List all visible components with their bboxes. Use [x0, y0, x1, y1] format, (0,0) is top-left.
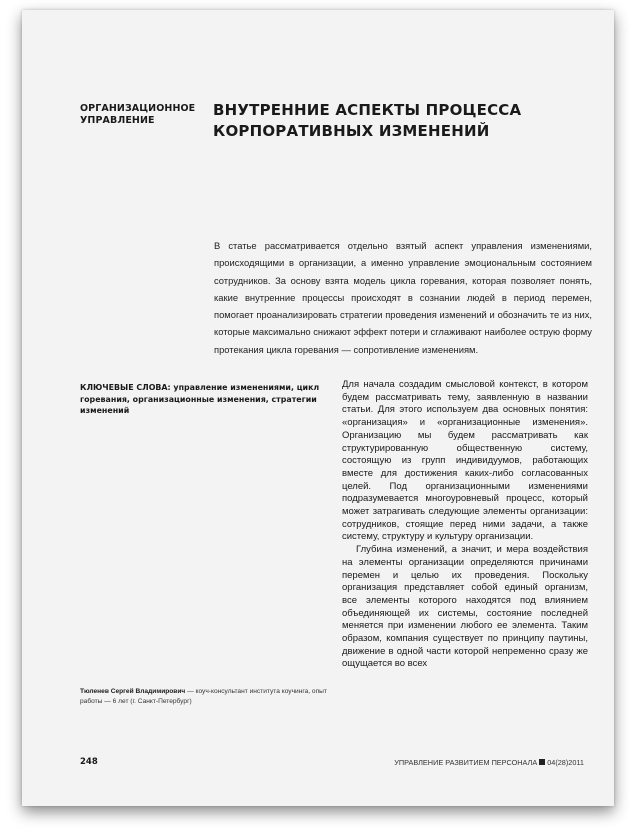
keywords: КЛЮЧЕВЫЕ СЛОВА: управление изменениями, цикл горевания, организационные изменения, стратегии изменений: [80, 383, 320, 415]
body-paragraph: Глубина изменений, а значит, и мера воздействия на элементы организации определяются причинами перемен и целью их проведения. Поскольку организация представляет собой единый организм, все элементы которого находятся под влиянием объединяющей их системы, состояние последней меняется при изменении любого ее элемента. Таким образом, компания существует по принципу паутины, движение в одной части которой непременно сразу же ощущается во всех: [342, 544, 588, 670]
author-name: Тюленев Сергей Владимирович: [80, 688, 186, 695]
section-label-line: УПРАВЛЕНИЕ: [80, 115, 155, 126]
body-paragraph: Для начала создадим смысловой контекст, в котором будем рассматривать тему, заявленную в названии статьи. Для этого используем два основных понятия: «организация» и «организационные изменения». Организацию мы будем рассматривать как структурированную общественную систему, состоящую из групп индивидуумов, работающих вместе для достижения каких-либо согласованных целей. Под организационными изменениями подразумевается многоуровневый процесс, который может затрагивать следующие элементы организации: сотрудников, стоящие перед ними задачи, а также систему, структуру и культуру организации.: [342, 379, 588, 543]
article-abstract: В статье рассматривается отдельно взятый аспект управления изменениями, происходящими в организации, а именно управление эмоциональным состоянием сотрудников. За основу взята модель цикла горевания, которая позволяет понять, какие внутренние процессы происходят в сознании людей в период перемен, помогает проанализировать стратегии проведения изменений и обозначить те из них, которые максимально снижают эффект потери и сглаживают наиболее острую форму протекания цикла горевания — сопротивление изменениям.: [214, 240, 592, 355]
author-info: [80, 687, 335, 707]
author-description: — коуч-консультант института коучинга, опыт работы — 6 лет (г. Санкт-Петербург): [80, 688, 327, 705]
journal-name: УПРАВЛЕНИЕ РАЗВИТИЕМ ПЕРСОНАЛА: [394, 758, 538, 767]
article-title-line: ВНУТРЕННИЕ АСПЕКТЫ ПРОЦЕССА: [213, 101, 522, 119]
section-label: [80, 103, 200, 127]
article-title: [213, 100, 593, 142]
article-title-line: КОРПОРАТИВНЫХ ИЗМЕНЕНИЙ: [213, 122, 490, 140]
journal-footer: [394, 758, 584, 767]
section-label-line: ОРГАНИЗАЦИОННОЕ: [80, 103, 196, 114]
square-separator-icon: [539, 759, 545, 765]
article-body: [342, 379, 588, 671]
page-number: 248: [80, 757, 98, 767]
journal-issue: 04(28)2011: [547, 758, 584, 767]
document-page: [22, 10, 614, 806]
